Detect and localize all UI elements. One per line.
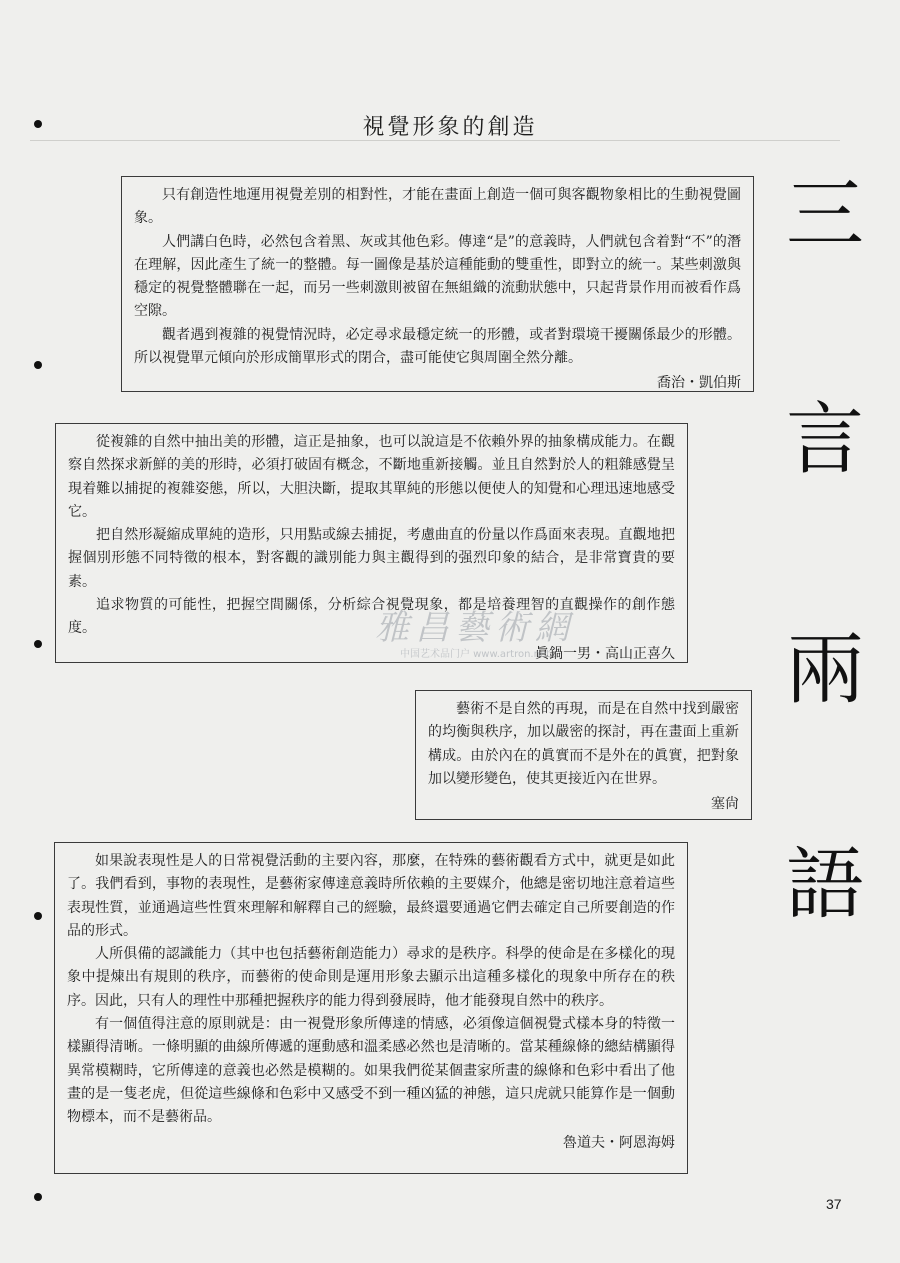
quote-paragraph: 觀者遇到複雜的視覺情況時，必定尋求最穩定統一的形體，或者對環境干擾關係最少的形體。所以視覺單元傾向於形成簡單形式的閉合，盡可能使它與周圍全然分離。 [134, 326, 741, 367]
quote-paragraph: 藝術不是自然的再現，而是在自然中找到嚴密的均衡與秩序，加以嚴密的探討，再在畫面上重新構成。由於內在的眞實而不是外在的眞實，把對象加以變形變色，使其更接近內在世界。 [428, 701, 739, 787]
watermark-url: 中国艺术品门户 www.artron.net [399, 649, 551, 660]
quote-box-kepes [121, 176, 754, 392]
quote-box-cezanne [415, 690, 752, 820]
binding-hole-icon [34, 361, 42, 369]
quote-box-arnheim [54, 842, 688, 1174]
quote-paragraph: 只有創造性地運用視覺差別的相對性，才能在畫面上創造一個可與客觀物象相比的生動視覺圖象。 [134, 187, 741, 227]
side-title-char: 語 [785, 840, 864, 930]
watermark [355, 600, 595, 660]
quote-paragraph: 人所俱備的認識能力（其中也包括藝術創造能力）尋求的是秩序。科學的使命是在多樣化的現象中提煉出有規則的秩序，而藝術的使命則是運用形象去顯示出這種多樣化的現象中所存在的秩序。因此，只有人的理性中那種把握秩序的能力得到發展時，他才能發現自然中的秩序。 [67, 946, 675, 1009]
quote-paragraph: 從複雜的自然中抽出美的形體，這正是抽象，也可以說這是不依賴外界的抽象構成能力。在觀察自然探求新鮮的美的形時，必須打破固有概念，不斷地重新接觸。並且自然對於人的粗雜感覺呈現着難以捕捉的複雜姿態，所以，大胆決斷，提取其單純的形態以便使人的知覺和心理迅速地感受它。 [68, 434, 675, 520]
quote-author: 塞尙 [711, 796, 739, 813]
page-title: 視覺形象的創造 [362, 115, 538, 140]
binding-hole-icon [34, 912, 42, 920]
page-number: 37 [826, 1196, 842, 1212]
binding-hole-icon [34, 120, 42, 128]
binding-hole-icon [34, 640, 42, 648]
quote-paragraph: 追求物質的可能性，把握空間關係，分析綜合視覺現象，都是培養理智的直觀操作的創作態度。 [68, 597, 675, 637]
quote-paragraph: 人們講白色時，必然包含着黑、灰或其他色彩。傳達“是”的意義時，人們就包含着對“不”的潛在理解，因此產生了統一的整體。每一圖像是基於這種能動的雙重性，即對立的統一。某些刺激與穩定的視覺整體聯在一起，而另一些刺激則被留在無組織的流動狀態中，只起背景作用而被看作爲空隙。 [134, 233, 741, 320]
title-divider [30, 140, 840, 141]
side-title-char: 言 [785, 395, 864, 485]
side-title-char: 三 [785, 170, 864, 260]
quote-author: 魯道夫・阿恩海姆 [563, 1134, 675, 1151]
quote-paragraph: 如果說表現性是人的日常視覺活動的主要內容，那麼，在特殊的藝術觀看方式中，就更是如此了。我們看到，事物的表現性，是藝術家傳達意義時所依賴的主要媒介，他總是密切地注意着這些表現性質，並通過這些性質來理解和解釋自己的經驗，最終還要通過它們去確定自己所要創造的作品的形式。 [67, 853, 675, 939]
quote-author: 眞鍋一男・高山正喜久 [535, 645, 675, 662]
quote-author: 喬治・凱伯斯 [657, 375, 741, 392]
watermark-logo-text: 雅昌藝術網 [375, 608, 575, 648]
binding-hole-icon [34, 1193, 42, 1201]
quote-paragraph: 把自然形凝縮成單純的造形，只用點或線去捕捉，考慮曲直的份量以作爲面來表現。直觀地把握個別形態不同特徵的根本，對客觀的識別能力與主觀得到的强烈印象的結合，是非常寶貴的要素。 [68, 527, 675, 590]
quote-paragraph: 有一個值得注意的原則就是：由一視覺形象所傳達的情感，必須像這個視覺式樣本身的特徵一樣顯得清晰。一條明顯的曲線所傳遞的運動感和溫柔感必然也是清晰的。當某種線條的總結構顯得異常模糊時，它所傳達的意義也必然是模糊的。如果我們從某個畫家所畫的線條和色彩中看出了他畫的是一隻老虎，但從這些線條和色彩中又感受不到一種凶猛的神態，這只虎就只能算作是一個動物標本，而不是藝術品。 [67, 1016, 675, 1126]
side-title-char: 兩 [785, 625, 864, 715]
